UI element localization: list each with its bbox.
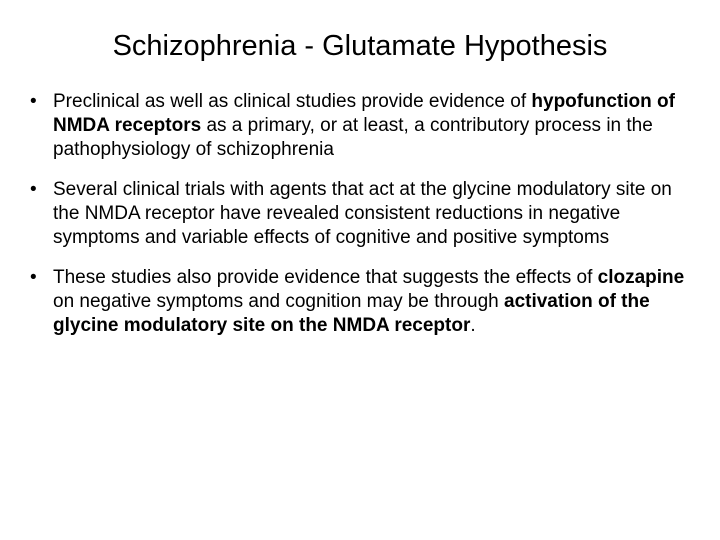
bullet-text-part: Preclinical as well as clinical studies provide evidence of [53, 91, 532, 112]
bullet-marker: • [30, 91, 37, 112]
bullet-text [53, 179, 672, 248]
bullet-marker: • [30, 267, 37, 288]
bullet-list [0, 90, 720, 354]
bullet-item-3 [0, 266, 720, 338]
bullet-emphasis: activation of the glycine modulatory site on the NMDA receptor [53, 291, 650, 336]
bullet-emphasis: hypofunction of NMDA receptors [53, 91, 675, 136]
bullet-emphasis: clozapine [597, 267, 685, 288]
bullet-item-1 [0, 90, 720, 162]
bullet-text-part: Several clinical trials with agents that act at the glycine modulatory site on the NMDA receptor have revealed consistent reductions in negative symptoms and variable effects of cognitive and positive symptoms [53, 179, 672, 248]
bullet-text-part: as a primary, or at least, a contributory process in the pathophysiology of schizophrenia [53, 115, 653, 160]
bullet-text-part: These studies also provide evidence that suggests the effects of [53, 267, 598, 288]
bullet-marker: • [30, 179, 37, 200]
bullet-text-part: . [470, 315, 476, 336]
bullet-text [53, 91, 675, 160]
slide-title: Schizophrenia - Glutamate Hypothesis [112, 30, 608, 62]
bullet-item-2 [0, 178, 720, 250]
bullet-text-part: on negative symptoms and cognition may be through [53, 291, 504, 312]
bullet-text [53, 267, 684, 336]
